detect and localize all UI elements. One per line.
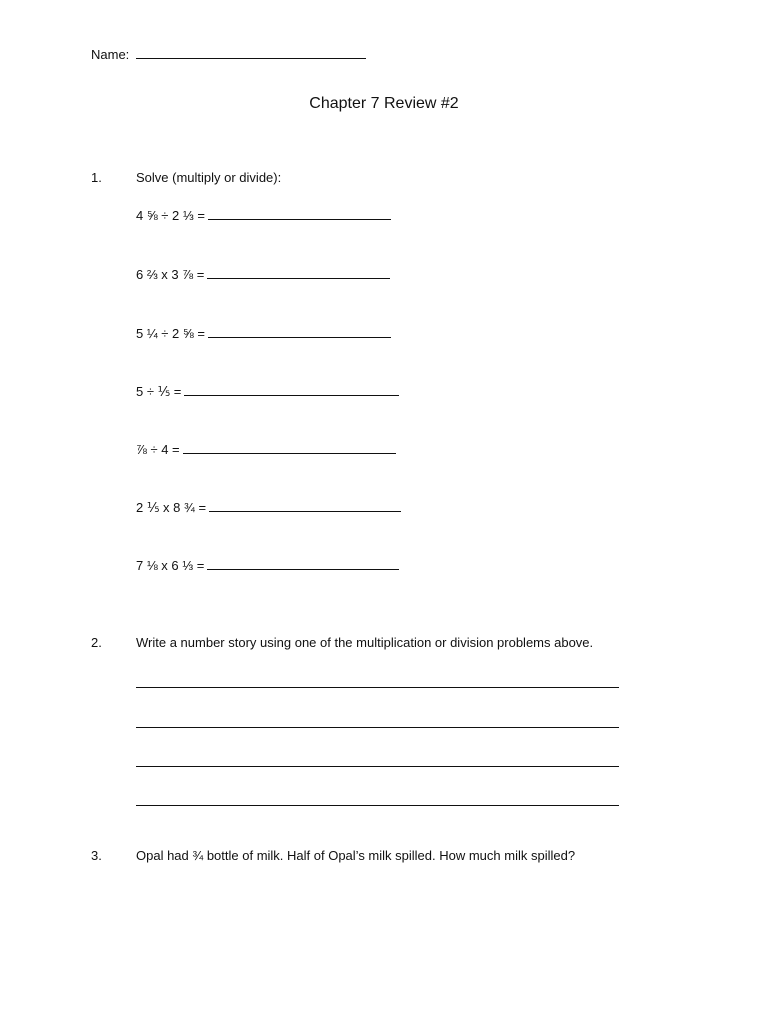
question-1-instruction: Solve (multiply or divide): bbox=[136, 170, 282, 185]
problem-text: ⅞ ÷ 4 = bbox=[136, 442, 180, 457]
story-answer-line[interactable] bbox=[136, 727, 619, 728]
problem-row bbox=[136, 383, 399, 400]
answer-blank[interactable] bbox=[207, 557, 399, 570]
page-title: Chapter 7 Review #2 bbox=[309, 95, 459, 112]
name-blank[interactable] bbox=[136, 46, 366, 59]
answer-blank[interactable] bbox=[183, 441, 396, 454]
problem-row bbox=[136, 557, 399, 573]
problem-row bbox=[136, 325, 391, 341]
story-answer-line[interactable] bbox=[136, 687, 619, 688]
question-3-prompt: Opal had ¾ bottle of milk. Half of Opal’s milk spilled. How much milk spilled? bbox=[136, 848, 576, 863]
name-label: Name: bbox=[91, 47, 130, 62]
answer-blank[interactable] bbox=[208, 207, 391, 220]
question-2-number: 2. bbox=[91, 635, 102, 650]
problem-row bbox=[136, 499, 401, 516]
answer-blank[interactable] bbox=[184, 383, 399, 396]
story-answer-line[interactable] bbox=[136, 805, 619, 806]
problem-row bbox=[136, 207, 391, 223]
problem-text: 2 ⅕ x 8 ¾ = bbox=[136, 500, 207, 515]
question-3-number: 3. bbox=[91, 848, 102, 863]
name-field-row bbox=[91, 46, 366, 62]
story-answer-line[interactable] bbox=[136, 766, 619, 767]
problem-text: 5 ¼ ÷ 2 ⅝ = bbox=[136, 326, 205, 341]
problem-text: 5 ÷ ⅕ = bbox=[136, 384, 182, 399]
problem-text: 6 ⅔ x 3 ⅞ = bbox=[136, 267, 205, 282]
answer-blank[interactable] bbox=[209, 499, 401, 512]
question-2-prompt: Write a number story using one of the multiplication or division problems above. bbox=[136, 635, 594, 650]
question-1-number: 1. bbox=[91, 170, 102, 185]
problem-text: 7 ⅛ x 6 ⅓ = bbox=[136, 558, 205, 573]
answer-blank[interactable] bbox=[208, 325, 391, 338]
answer-blank[interactable] bbox=[207, 266, 390, 279]
problem-row bbox=[136, 441, 396, 457]
problem-text: 4 ⅝ ÷ 2 ⅓ = bbox=[136, 208, 205, 223]
problem-row bbox=[136, 266, 390, 282]
